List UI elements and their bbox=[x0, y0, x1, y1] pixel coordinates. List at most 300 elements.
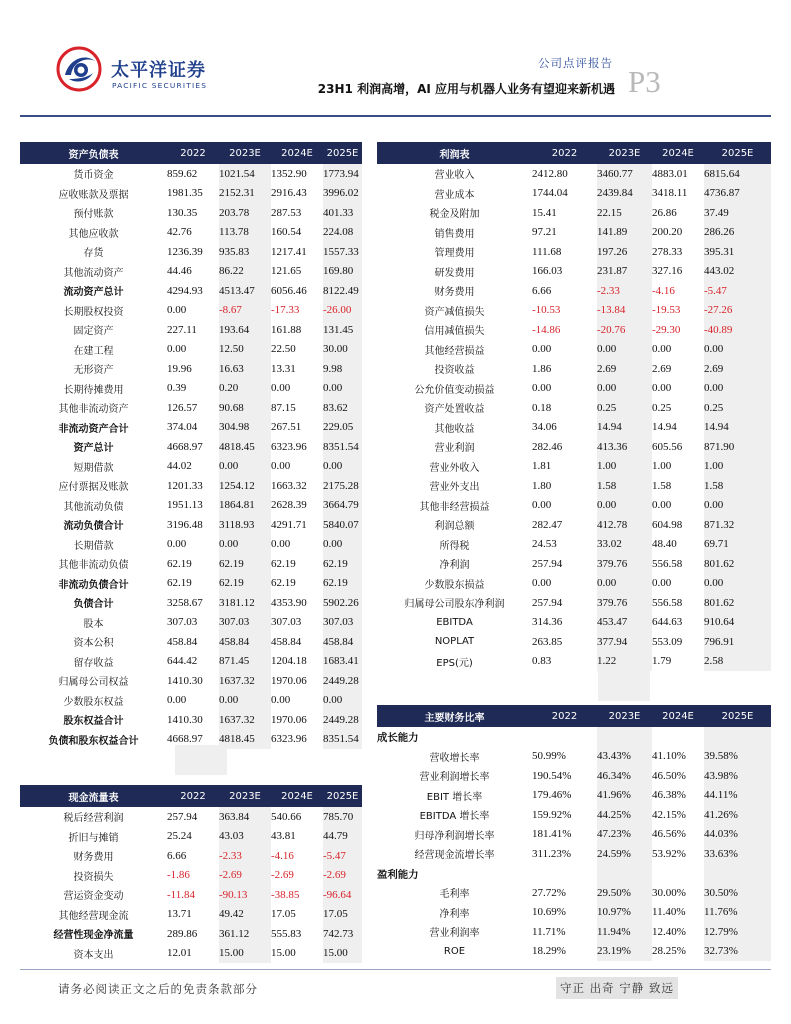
cash-flow-value-cell: 43.03 bbox=[219, 827, 271, 847]
ratio-row-label: 营业利润增长率 bbox=[419, 772, 490, 784]
year-header: 2025E bbox=[704, 705, 771, 727]
balance-shade-extension bbox=[175, 745, 227, 775]
income-value-cell: 0.00 bbox=[652, 382, 672, 395]
table-row bbox=[20, 866, 362, 886]
balance-value-cell: 160.54 bbox=[271, 226, 302, 239]
balance-value-cell: 871.45 bbox=[219, 652, 271, 672]
balance-value-cell: 62.19 bbox=[219, 574, 271, 594]
income-value-cell: 4883.01 bbox=[652, 167, 688, 180]
income-row-label: 公允价值变动损益 bbox=[414, 384, 495, 396]
balance-value-cell: 22.50 bbox=[271, 343, 296, 356]
income-value-cell: 24.53 bbox=[532, 538, 557, 551]
balance-row-label: 货币资金 bbox=[73, 170, 114, 182]
balance-value-cell: 1951.13 bbox=[167, 499, 203, 512]
table-row bbox=[20, 262, 362, 282]
balance-value-cell: 1683.41 bbox=[323, 652, 362, 672]
income-value-cell: 0.00 bbox=[597, 574, 652, 594]
balance-value-cell: 5902.26 bbox=[323, 593, 362, 613]
ratio-value-cell: 11.94% bbox=[597, 922, 652, 942]
balance-row-label: 其他非流动资产 bbox=[58, 404, 129, 416]
ratio-value-cell: 12.79% bbox=[704, 922, 771, 942]
balance-value-cell: 6323.96 bbox=[271, 733, 307, 746]
balance-row-label: 留存收益 bbox=[73, 657, 114, 669]
cash-flow-value-cell: 49.42 bbox=[219, 905, 271, 925]
ratio-value-cell: 47.23% bbox=[597, 825, 652, 845]
income-value-cell: 1744.04 bbox=[532, 187, 568, 200]
cash-flow-value-cell: 555.83 bbox=[271, 927, 302, 940]
ratio-row-label: 经营现金流增长率 bbox=[414, 850, 495, 862]
empty-cell bbox=[532, 864, 597, 884]
year-header: 2024E bbox=[271, 142, 323, 164]
table-row bbox=[20, 359, 362, 379]
cash-flow-row-label: 其他经营现金流 bbox=[58, 910, 129, 922]
cash-flow-value-cell: -90.13 bbox=[219, 885, 271, 905]
year-header: 2022 bbox=[167, 785, 219, 807]
income-value-cell: -40.89 bbox=[704, 320, 771, 340]
balance-sheet-title: 资产负债表 bbox=[20, 142, 167, 164]
ratio-group-title: 成长能力 bbox=[377, 732, 419, 745]
balance-value-cell: 287.53 bbox=[271, 206, 302, 219]
income-value-cell: 2.69 bbox=[597, 359, 652, 379]
income-value-cell: 0.00 bbox=[704, 574, 771, 594]
income-value-cell: 26.86 bbox=[652, 206, 677, 219]
income-row-label: 其他经营损益 bbox=[424, 345, 485, 357]
ratio-value-cell: 44.03% bbox=[704, 825, 771, 845]
cash-flow-value-cell: 742.73 bbox=[323, 924, 362, 944]
income-value-cell: 166.03 bbox=[532, 265, 563, 278]
cash-flow-row-label: 财务费用 bbox=[73, 852, 114, 864]
cash-flow-value-cell: 6.66 bbox=[167, 849, 187, 862]
balance-value-cell: 1410.30 bbox=[167, 713, 203, 726]
cash-flow-title: 现金流量表 bbox=[20, 785, 167, 807]
income-row-label: 营业外收入 bbox=[429, 462, 480, 474]
table-row bbox=[377, 379, 771, 399]
income-row-label: 其他非经营损益 bbox=[419, 501, 490, 513]
income-value-cell: 0.00 bbox=[532, 577, 552, 590]
ratio-row-label: 毛利率 bbox=[439, 889, 470, 901]
balance-value-cell: 113.78 bbox=[219, 223, 271, 243]
table-row bbox=[20, 613, 362, 633]
table-row bbox=[20, 496, 362, 516]
income-value-cell: 0.00 bbox=[597, 340, 652, 360]
balance-value-cell: 458.84 bbox=[167, 635, 198, 648]
balance-row-label: 少数股东权益 bbox=[63, 696, 124, 708]
balance-value-cell: 0.00 bbox=[323, 691, 362, 711]
balance-value-cell: 1864.81 bbox=[219, 496, 271, 516]
balance-value-cell: 1773.94 bbox=[323, 164, 362, 184]
footer-disclaimer: 请务必阅读正文之后的免责条款部分 bbox=[58, 982, 258, 996]
balance-value-cell: 161.88 bbox=[271, 323, 302, 336]
table-row bbox=[377, 437, 771, 457]
empty-cell bbox=[652, 864, 704, 884]
balance-value-cell: 4353.90 bbox=[271, 596, 307, 609]
income-value-cell: 0.00 bbox=[704, 379, 771, 399]
balance-value-cell: 3664.79 bbox=[323, 496, 362, 516]
income-value-cell: 141.89 bbox=[597, 223, 652, 243]
balance-value-cell: 3196.48 bbox=[167, 518, 203, 531]
balance-row-label: 应付票据及账款 bbox=[58, 482, 129, 494]
ratio-row-label: ROE bbox=[443, 945, 466, 957]
income-value-cell: 22.15 bbox=[597, 203, 652, 223]
cash-flow-table bbox=[20, 785, 362, 963]
cash-flow-value-cell: -2.33 bbox=[219, 846, 271, 866]
income-value-cell: -20.76 bbox=[597, 320, 652, 340]
table-row bbox=[20, 437, 362, 457]
balance-value-cell: 0.20 bbox=[219, 379, 271, 399]
balance-value-cell: 62.19 bbox=[167, 557, 192, 570]
ratio-value-cell: 43.43% bbox=[597, 747, 652, 767]
ratio-value-cell: 43.98% bbox=[704, 766, 771, 786]
balance-value-cell: -8.67 bbox=[219, 301, 271, 321]
income-value-cell: 6815.64 bbox=[704, 164, 771, 184]
balance-value-cell: 5840.07 bbox=[323, 515, 362, 535]
cash-flow-row-label: 资本支出 bbox=[73, 949, 114, 961]
income-value-cell: 37.49 bbox=[704, 203, 771, 223]
cash-flow-value-cell: 13.71 bbox=[167, 908, 192, 921]
income-value-cell: 200.20 bbox=[652, 226, 683, 239]
balance-row-label: 其他非流动负债 bbox=[58, 560, 129, 572]
balance-value-cell: 859.62 bbox=[167, 167, 198, 180]
income-value-cell: 257.94 bbox=[532, 557, 563, 570]
income-value-cell: 0.00 bbox=[704, 496, 771, 516]
balance-value-cell: 3118.93 bbox=[219, 515, 271, 535]
footer-motto: 守正 出奇 宁静 致远 bbox=[556, 977, 678, 999]
balance-value-cell: 0.00 bbox=[271, 694, 291, 707]
ratio-value-cell: 53.92% bbox=[652, 847, 686, 860]
table-row bbox=[377, 457, 771, 477]
balance-value-cell: 1637.32 bbox=[219, 671, 271, 691]
cash-flow-value-cell: -2.69 bbox=[219, 866, 271, 886]
ratio-value-cell: 18.29% bbox=[532, 945, 566, 958]
ratio-value-cell: 41.10% bbox=[652, 750, 686, 763]
income-value-cell: 0.00 bbox=[532, 499, 552, 512]
ratio-value-cell: 11.71% bbox=[532, 925, 566, 938]
balance-value-cell: 0.00 bbox=[219, 535, 271, 555]
balance-value-cell: 401.33 bbox=[323, 203, 362, 223]
ratio-value-cell: 24.59% bbox=[597, 844, 652, 864]
cash-flow-value-cell: 15.00 bbox=[271, 947, 296, 960]
ratio-value-cell: 46.38% bbox=[652, 789, 686, 802]
balance-row-label: 长期股权投资 bbox=[63, 306, 124, 318]
balance-value-cell: 229.05 bbox=[323, 418, 362, 438]
balance-row-label: 无形资产 bbox=[73, 365, 114, 377]
ratio-value-cell: 33.63% bbox=[704, 844, 771, 864]
ratio-value-cell: 12.40% bbox=[652, 925, 686, 938]
ratio-value-cell: 11.40% bbox=[652, 906, 686, 919]
table-row bbox=[377, 613, 771, 633]
income-row-label: 少数股东损益 bbox=[424, 579, 485, 591]
balance-value-cell: 3258.67 bbox=[167, 596, 203, 609]
company-name-cn: 太平洋证券 bbox=[111, 60, 206, 81]
balance-value-cell: 0.00 bbox=[167, 343, 187, 356]
table-row bbox=[20, 535, 362, 555]
ratio-row-label: 营收增长率 bbox=[429, 752, 480, 764]
balance-row-label: 其他流动资产 bbox=[63, 267, 124, 279]
year-header: 2023E bbox=[597, 705, 652, 727]
income-value-cell: 0.00 bbox=[597, 496, 652, 516]
ratio-value-cell: 30.00% bbox=[652, 886, 686, 899]
table-row bbox=[377, 632, 771, 652]
ratio-value-cell: 46.34% bbox=[597, 766, 652, 786]
table-row bbox=[20, 184, 362, 204]
balance-value-cell: 1637.32 bbox=[219, 710, 271, 730]
balance-value-cell: 16.63 bbox=[219, 359, 271, 379]
income-statement-table bbox=[377, 142, 771, 671]
income-value-cell: 0.00 bbox=[652, 577, 672, 590]
balance-value-cell: 2449.28 bbox=[323, 710, 362, 730]
income-value-cell: 0.00 bbox=[652, 499, 672, 512]
income-row-label: 所得税 bbox=[439, 540, 470, 552]
balance-value-cell: 44.46 bbox=[167, 265, 192, 278]
income-value-cell: 395.31 bbox=[704, 242, 771, 262]
cash-flow-value-cell: 540.66 bbox=[271, 810, 302, 823]
income-value-cell: 1.00 bbox=[652, 460, 672, 473]
cash-flow-value-cell: 12.01 bbox=[167, 947, 192, 960]
ratio-row-label: 营业利润率 bbox=[429, 928, 480, 940]
income-value-cell: 1.81 bbox=[532, 460, 552, 473]
balance-row-label: 负债合计 bbox=[73, 599, 114, 611]
balance-row-label: 非流动资产合计 bbox=[58, 423, 129, 435]
table-row bbox=[377, 164, 771, 184]
balance-value-cell: 458.84 bbox=[323, 632, 362, 652]
table-row bbox=[377, 844, 771, 864]
empty-cell bbox=[652, 727, 704, 747]
income-value-cell: 1.00 bbox=[597, 457, 652, 477]
income-value-cell: 1.79 bbox=[652, 655, 672, 668]
balance-row-label: 其他流动负债 bbox=[63, 501, 124, 513]
income-value-cell: 15.41 bbox=[532, 206, 557, 219]
table-row bbox=[377, 418, 771, 438]
balance-value-cell: 62.19 bbox=[323, 574, 362, 594]
balance-value-cell: 62.19 bbox=[271, 557, 296, 570]
balance-value-cell: 0.00 bbox=[167, 538, 187, 551]
balance-value-cell: 131.45 bbox=[323, 320, 362, 340]
cash-flow-row-label: 投资损失 bbox=[73, 871, 114, 883]
income-value-cell: 2412.80 bbox=[532, 167, 568, 180]
table-row bbox=[377, 574, 771, 594]
balance-value-cell: 4291.71 bbox=[271, 518, 307, 531]
income-value-cell: 0.00 bbox=[704, 340, 771, 360]
ratio-group-row bbox=[377, 727, 771, 747]
table-row bbox=[377, 281, 771, 301]
balance-value-cell: 1970.06 bbox=[271, 674, 307, 687]
balance-value-cell: 4818.45 bbox=[219, 730, 271, 750]
income-row-label: 管理费用 bbox=[434, 248, 475, 260]
balance-sheet-header bbox=[20, 142, 362, 164]
table-row bbox=[20, 846, 362, 866]
ratio-value-cell: 159.92% bbox=[532, 808, 572, 821]
balance-row-label: 股本 bbox=[83, 618, 104, 630]
balance-row-label: 负债和股东权益合计 bbox=[48, 735, 139, 747]
balance-value-cell: 4513.47 bbox=[219, 281, 271, 301]
balance-value-cell: 8351.54 bbox=[323, 730, 362, 750]
balance-value-cell: -26.00 bbox=[323, 301, 362, 321]
income-value-cell: -29.30 bbox=[652, 323, 681, 336]
balance-value-cell: 307.03 bbox=[167, 616, 198, 629]
table-row bbox=[20, 944, 362, 964]
balance-value-cell: 4668.97 bbox=[167, 440, 203, 453]
balance-value-cell: 0.00 bbox=[167, 304, 187, 317]
income-value-cell: 3418.11 bbox=[652, 187, 688, 200]
income-value-cell: 379.76 bbox=[597, 554, 652, 574]
balance-value-cell: 8122.49 bbox=[323, 281, 362, 301]
cash-flow-value-cell: 15.00 bbox=[219, 944, 271, 964]
cash-flow-value-cell: -96.64 bbox=[323, 885, 362, 905]
balance-value-cell: 4818.45 bbox=[219, 437, 271, 457]
balance-value-cell: 1236.39 bbox=[167, 245, 203, 258]
balance-value-cell: 19.96 bbox=[167, 362, 192, 375]
year-header: 2023E bbox=[597, 142, 652, 164]
table-row bbox=[20, 671, 362, 691]
income-value-cell: 910.64 bbox=[704, 613, 771, 633]
table-row bbox=[377, 320, 771, 340]
income-value-cell: 327.16 bbox=[652, 265, 683, 278]
table-row bbox=[377, 786, 771, 806]
balance-value-cell: 12.50 bbox=[219, 340, 271, 360]
income-row-label: 研发费用 bbox=[434, 267, 475, 279]
empty-cell bbox=[704, 727, 771, 747]
cash-flow-value-cell: -2.69 bbox=[323, 866, 362, 886]
balance-row-label: 长期待摊费用 bbox=[63, 384, 124, 396]
ratio-group-title: 盈利能力 bbox=[377, 868, 419, 881]
income-value-cell: 69.71 bbox=[704, 535, 771, 555]
cash-flow-row-label: 经营性现金净流量 bbox=[53, 930, 134, 942]
income-value-cell: 1.58 bbox=[652, 479, 672, 492]
income-value-cell: 97.21 bbox=[532, 226, 557, 239]
balance-row-label: 在建工程 bbox=[73, 345, 114, 357]
income-row-label: 营业外支出 bbox=[429, 482, 480, 494]
balance-row-label: 非流动负债合计 bbox=[58, 579, 129, 591]
income-value-cell: 14.94 bbox=[652, 421, 677, 434]
balance-value-cell: 1021.54 bbox=[219, 164, 271, 184]
cash-flow-value-cell: -38.85 bbox=[271, 888, 300, 901]
income-value-cell: 286.26 bbox=[704, 223, 771, 243]
balance-value-cell: 224.08 bbox=[323, 223, 362, 243]
cash-flow-value-cell: 15.00 bbox=[323, 944, 362, 964]
balance-row-label: 短期借款 bbox=[73, 462, 114, 474]
ratio-value-cell: 41.96% bbox=[597, 786, 652, 806]
income-value-cell: 553.09 bbox=[652, 635, 683, 648]
balance-value-cell: 458.84 bbox=[271, 635, 302, 648]
balance-value-cell: 2449.28 bbox=[323, 671, 362, 691]
income-value-cell: 4736.87 bbox=[704, 184, 771, 204]
table-row bbox=[377, 593, 771, 613]
balance-value-cell: 130.35 bbox=[167, 206, 198, 219]
table-row bbox=[377, 476, 771, 496]
table-row bbox=[377, 301, 771, 321]
cash-flow-row-label: 折旧与摊销 bbox=[68, 832, 119, 844]
table-row bbox=[20, 730, 362, 750]
cash-flow-value-cell: 44.79 bbox=[323, 827, 362, 847]
income-value-cell: 412.78 bbox=[597, 515, 652, 535]
ratio-row-label: EBITDA 增长率 bbox=[419, 811, 490, 823]
table-row bbox=[377, 184, 771, 204]
balance-row-label: 其他应收款 bbox=[68, 228, 119, 240]
income-row-label: 财务费用 bbox=[434, 287, 475, 299]
cash-flow-header bbox=[20, 785, 362, 807]
cash-flow-value-cell: -4.16 bbox=[271, 849, 294, 862]
balance-value-cell: 9.98 bbox=[323, 359, 362, 379]
income-statement-title: 利润表 bbox=[377, 142, 532, 164]
header-divider bbox=[20, 115, 771, 117]
cash-flow-value-cell: 363.84 bbox=[219, 807, 271, 827]
income-value-cell: 413.36 bbox=[597, 437, 652, 457]
income-value-cell: -5.47 bbox=[704, 281, 771, 301]
income-value-cell: 48.40 bbox=[652, 538, 677, 551]
table-row bbox=[20, 652, 362, 672]
balance-value-cell: 1201.33 bbox=[167, 479, 203, 492]
income-value-cell: 111.68 bbox=[532, 245, 562, 258]
table-row bbox=[20, 379, 362, 399]
income-value-cell: 34.06 bbox=[532, 421, 557, 434]
income-value-cell: 377.94 bbox=[597, 632, 652, 652]
balance-value-cell: 2916.43 bbox=[271, 187, 307, 200]
ratio-value-cell: 44.25% bbox=[597, 805, 652, 825]
table-row bbox=[377, 340, 771, 360]
income-value-cell: 0.00 bbox=[597, 379, 652, 399]
balance-value-cell: 1254.12 bbox=[219, 476, 271, 496]
balance-value-cell: 1981.35 bbox=[167, 187, 203, 200]
ratio-value-cell: 41.26% bbox=[704, 805, 771, 825]
table-row bbox=[20, 691, 362, 711]
report-type: 公司点评报告 bbox=[538, 56, 613, 70]
ratio-value-cell: 32.73% bbox=[704, 942, 771, 962]
income-row-label: 资产处置收益 bbox=[424, 404, 485, 416]
ratio-value-cell: 39.58% bbox=[704, 747, 771, 767]
balance-row-label: 流动资产总计 bbox=[63, 287, 124, 299]
balance-value-cell: 13.31 bbox=[271, 362, 296, 375]
table-row bbox=[377, 359, 771, 379]
ratio-value-cell: 10.97% bbox=[597, 903, 652, 923]
table-row bbox=[377, 942, 771, 962]
pacific-securities-logo-icon bbox=[55, 45, 103, 93]
ratio-value-cell: 29.50% bbox=[597, 883, 652, 903]
year-header: 2023E bbox=[219, 785, 271, 807]
income-value-cell: 263.85 bbox=[532, 635, 563, 648]
balance-value-cell: 4294.93 bbox=[167, 284, 203, 297]
income-value-cell: 1.00 bbox=[704, 457, 771, 477]
cash-flow-value-cell: 43.81 bbox=[271, 830, 296, 843]
balance-value-cell: 121.65 bbox=[271, 265, 302, 278]
table-row bbox=[377, 262, 771, 282]
income-value-cell: 0.25 bbox=[652, 401, 672, 414]
balance-value-cell: 8351.54 bbox=[323, 437, 362, 457]
income-value-cell: 556.58 bbox=[652, 557, 683, 570]
table-row bbox=[20, 827, 362, 847]
ratio-group-row bbox=[377, 864, 771, 884]
income-shade-extension bbox=[598, 670, 650, 701]
table-row bbox=[20, 223, 362, 243]
income-value-cell: 2.58 bbox=[704, 652, 771, 672]
balance-row-label: 预付账款 bbox=[73, 209, 114, 221]
balance-value-cell: 6323.96 bbox=[271, 440, 307, 453]
income-row-label: 信用减值损失 bbox=[424, 326, 485, 338]
cash-flow-value-cell: -11.84 bbox=[167, 888, 196, 901]
ratio-value-cell: 30.50% bbox=[704, 883, 771, 903]
year-header: 2025E bbox=[323, 142, 362, 164]
table-row bbox=[20, 554, 362, 574]
balance-value-cell: 83.62 bbox=[323, 398, 362, 418]
income-value-cell: 0.25 bbox=[597, 398, 652, 418]
ratio-row-label: 归母净利润增长率 bbox=[414, 830, 495, 842]
balance-value-cell: 4668.97 bbox=[167, 733, 203, 746]
balance-row-label: 长期借款 bbox=[73, 540, 114, 552]
income-value-cell: -10.53 bbox=[532, 304, 561, 317]
financial-ratios-header bbox=[377, 705, 771, 727]
table-row bbox=[377, 223, 771, 243]
balance-value-cell: 227.11 bbox=[167, 323, 197, 336]
balance-value-cell: 62.19 bbox=[271, 577, 296, 590]
